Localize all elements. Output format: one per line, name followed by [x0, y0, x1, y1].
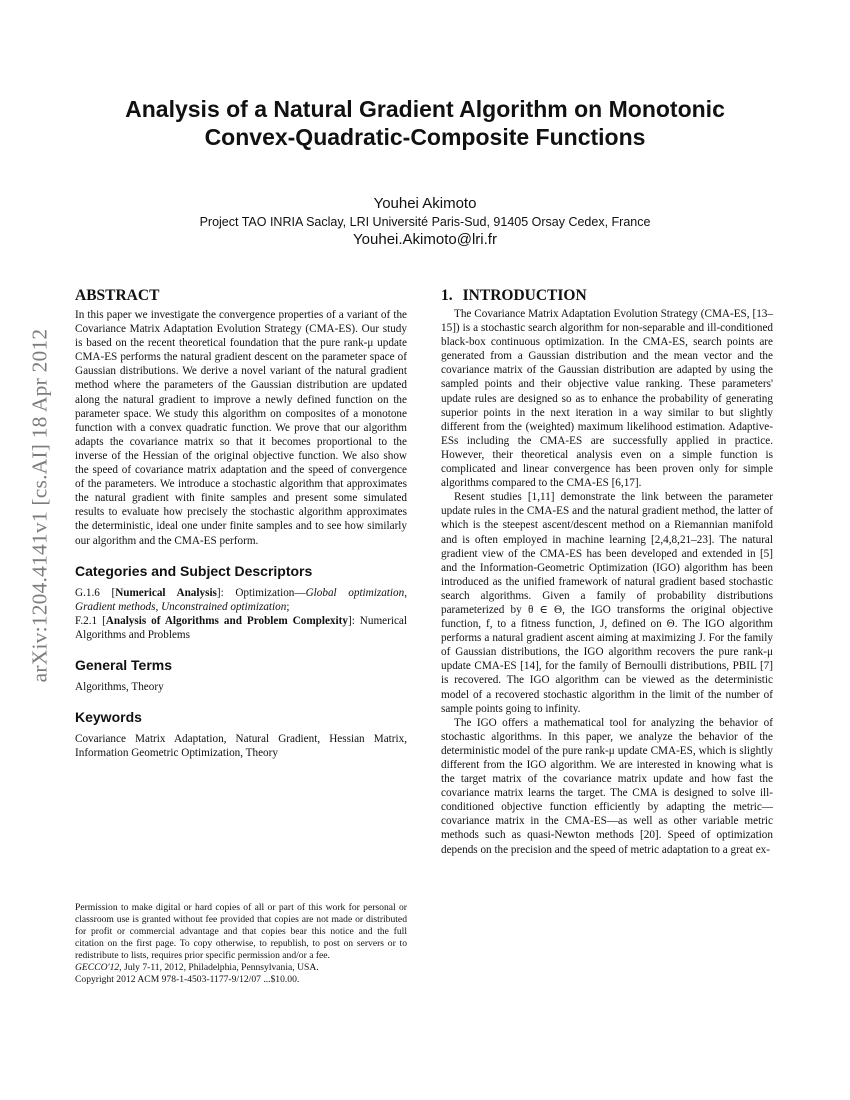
abstract-text: In this paper we investigate the convergence properties of a variant of the Covariance Matrix Adaptation Evolution Strategy (CMA-ES). Our study is based on the recent theoretical foundation that the pure rank-μ update CMA-ES performs the natural gradient descent on the parameter space of Gaussian distributions. We derive a novel variant of the natural gradient method where the parameters of the Gaussian distribution are updated along the natural gradient to improve a newly defined function on the parameter space. We study this algorithm on composites of a monotone function with a convex quadratic function. We prove that our algorithm adapts the covariance matrix so that it becomes proportional to the inverse of the Hessian of the original objective function. We also show the speed of covariance matrix adaptation and the speed of convergence of the parameters. We introduce a stochastic algorithm that approximates the natural gradient with finite samples and present some simulated results to evaluate how precisely the stochastic algorithm approximates the deterministic, ideal one under finite samples and to see how similarly our algorithm and the CMA-ES perform. — [75, 309, 407, 547]
f21-name: Analysis of Algorithms and Problem Complexity — [105, 614, 348, 627]
section-title: INTRODUCTION — [462, 287, 587, 304]
arxiv-stamp — [20, 285, 60, 725]
general-terms-heading: General Terms — [75, 656, 173, 673]
g16-mid: ]: Optimization— — [216, 586, 306, 599]
arxiv-stamp-text: arXiv:1204.4141v1 [cs.AI] 18 Apr 2012 — [27, 328, 52, 682]
f21-rest: ]: Numerical Algorithms and Problems — [75, 614, 407, 641]
categories-heading: Categories and Subject Descriptors — [75, 562, 313, 579]
left-column — [75, 286, 407, 760]
title-line-2: Convex-Quadratic-Composite Functions — [204, 124, 646, 150]
keywords-heading: Keywords — [75, 709, 142, 726]
intro-paragraph-2: Resent studies [1,11] demonstrate the link between the parameter update rules in the CMA-ES and the natural gradient method, the latter of which is the steepest ascent/descent method on a Riemannian manifold and is often employed in machine learning [2,4,8,21–23]. The natural gradient view of the CMA-ES has been developed and extended in [5] and the Information-Geometric Optimization (IGO) algorithm has been introduced as the unified framework of natural gradient based stochastic search algorithms. Given a family of probability distributions parameterized by θ ∈ Θ, the IGO transforms the original objective function, f, to a fitness function, J, defined on Θ. The IGO algorithm performs a natural gradient ascent aiming at maximizing J. For the family of Gaussian distributions, the IGO algorithm recovers the pure rank-μ update CMA-ES [14], for the family of Bernoulli distributions, PBIL [7] is recovered. The IGO algorithm can be viewed as the deterministic model of a recovered stochastic algorithm in the limit of the number of sample points going to infinity. — [441, 491, 773, 715]
g16-code: G.1.6 [ — [75, 586, 116, 599]
keywords-text: Covariance Matrix Adaptation, Natural Gradient, Hessian Matrix, Information Geometric Optimization, Theory — [75, 733, 407, 760]
author-affiliation: Project TAO INRIA Saclay, LRI Université Paris-Sud, 91405 Orsay Cedex, France — [199, 215, 651, 229]
copyright-line: Copyright 2012 ACM 978-1-4503-1177-9/12/07 ...$10.00. — [75, 974, 300, 985]
permission-text: Permission to make digital or hard copies of all or part of this work for personal or classroom use is granted without fee provided that copies are not made or distributed for profit or commercial advantage and that copies bear this notice and the full citation on the first page. To copy otherwise, to republish, to post on servers or to redistribute to lists, requires prior specific permission and/or a fee. — [75, 902, 407, 961]
section-number: 1. — [441, 287, 453, 304]
conference-line — [75, 962, 407, 974]
general-terms-text: Algorithms, Theory — [75, 680, 164, 693]
title-line-1: Analysis of a Natural Gradient Algorithm on Monotonic — [125, 96, 725, 122]
author-name: Youhei Akimoto — [373, 195, 477, 212]
abstract-heading: ABSTRACT — [75, 287, 160, 304]
categories-text — [75, 586, 407, 642]
g16-italic: Global optimization, Gradient methods, Unconstrained optimization — [75, 586, 407, 613]
paper-title — [60, 95, 790, 151]
g16-end: ; — [286, 600, 290, 613]
conference-name: GECCO'12, — [75, 962, 122, 973]
author-block — [60, 195, 790, 249]
permission-notice — [75, 902, 407, 986]
conference-details: July 7-11, 2012, Philadelphia, Pennsylvania, USA. — [121, 962, 319, 973]
intro-paragraph-3: The IGO offers a mathematical tool for analyzing the behavior of stochastic algorithms. In this paper, we analyze the behavior of the deterministic model of the pure rank-μ update CMA-ES, which is slightly different from the IGO algorithm. We are interested in knowing what is the target matrix of the covariance matrix update and how fast the covariance matrix learns the target. The CMA is designed to solve ill-conditioned objective function efficiently by adapting the metric—covariance matrix in the CMA-ES—as well as other variable metric methods such as quasi-Newton methods [20]. Speed of optimization depends on the precision and the speed of metric adaptation to a great ex- — [441, 716, 773, 856]
introduction-heading — [441, 286, 773, 305]
right-column — [441, 286, 773, 857]
f21-code: F.2.1 [ — [75, 614, 106, 627]
author-email: Youhei.Akimoto@lri.fr — [353, 231, 497, 248]
g16-name: Numerical Analysis — [115, 586, 217, 599]
intro-paragraph-1: The Covariance Matrix Adaptation Evolution Strategy (CMA-ES, [13–15]) is a stochastic search algorithm for non-separable and ill-conditioned black-box continuous optimization. In the CMA-ES, search points are generated from a Gaussian distribution and the mean vector and the covariance matrix of the Gaussian distribution are adapted by using the sampled points and their objective value ranking. These parameters' update rules are designed so as to enhance the probability of generating superior points in the next iteration in a way similar to but slightly different from the (weighted) maximum likelihood estimation. Adaptive-ESs including the CMA-ES are successfully applied in practice. However, their theoretical analysis even on a simple function is complicated and linear convergence has been proven only for simple algorithms compared to the CMA-ES [6,17]. — [441, 308, 773, 490]
